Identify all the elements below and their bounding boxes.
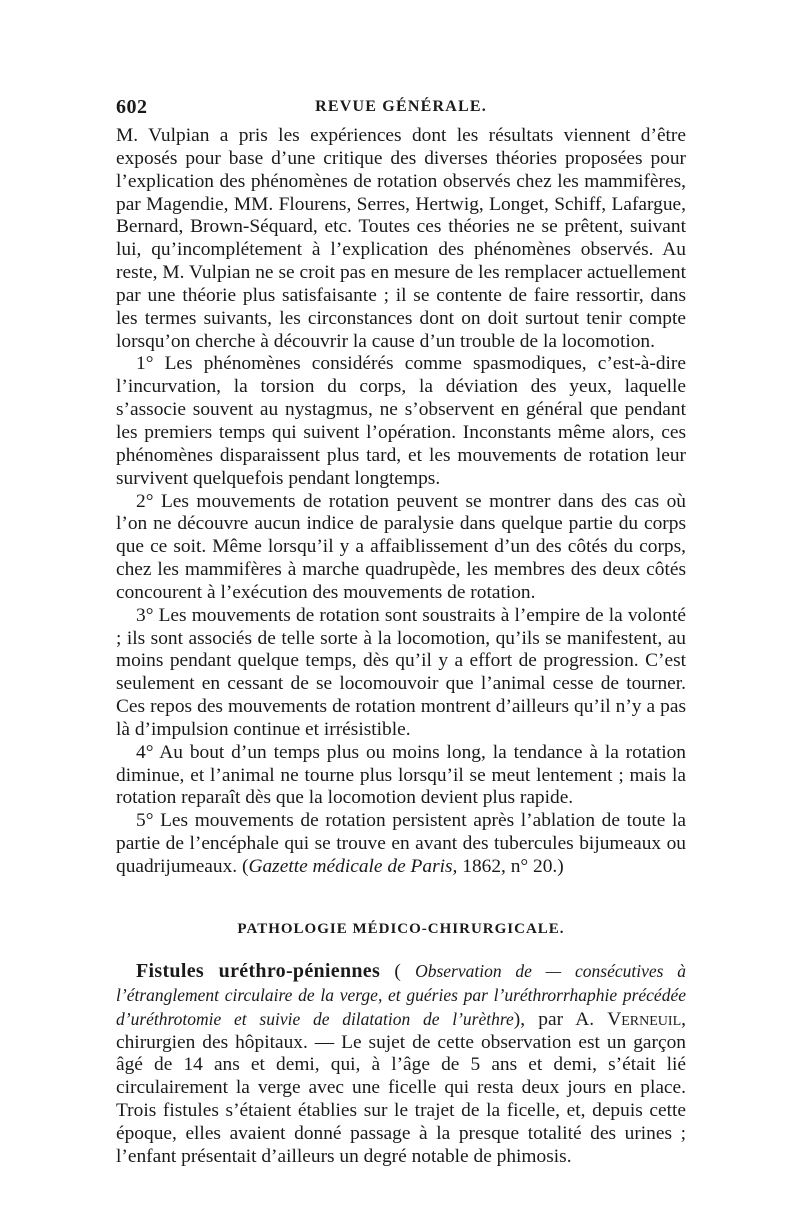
paragraph-intro: M. Vulpian a pris les expériences dont les résultats viennent d’être exposés pour base d’une critique des diverses théories proposées pour l’explication des phénomènes de rotation observés chez les mammifères, par Magendie, MM. Flourens, Serres, Hertwig, Longet, Schiff, Lafargue, Bernard, Brown-Séquard, etc. Toutes ces théories ne se prêtent, suivant lui, qu’incomplétement à l’explication des phénomènes observés. Au reste, M. Vulpian ne se croit pas en mesure de les remplacer actuellement par une théorie plus satisfaisante ; il se contente de faire ressortir, dans les termes suivants, les circonstances dont on doit surtout tenir compte lorsqu’on cherche à découvrir la cause d’un trouble de la locomotion. — [116, 125, 686, 352]
body-text — [116, 125, 686, 879]
paragraph-point-3: 3° Les mouvements de rotation sont soustraits à l’empire de la volonté ; ils sont associés de telle sorte à la locomotion, qu’ils se manifestent, au moins pendant quelque temps, dès qu’il y a effort de progression. C’est seulement en cessant de se locomouvoir que l’animal cesse de tourner. Ces repos des mouvements de rotation montrent d’ailleurs qu’il n’y a pas là d’impulsion continue et irrésistible. — [116, 604, 686, 740]
open-paren: ( — [380, 961, 416, 982]
article-title: Fistules uréthro-péniennes — [136, 960, 381, 982]
page-number: 602 — [116, 96, 148, 118]
article-body — [116, 960, 686, 1169]
citation-journal: Gazette médicale de Paris, — [248, 856, 458, 877]
article-author: Verneuil — [607, 1008, 682, 1030]
article-text: , chirurgien des hôpitaux. — Le sujet de cette observation est un garçon âgé de 14 ans et demi, qui, à l’âge de 5 ans et demi, s’était lié circulairement la verge avec une ficelle qui resta deux jours en place. Trois fistules s’étaient établies sur le trajet de la ficelle, et, depuis cette époque, elles avaient donné passage à la presque totalité des urines ; l’enfant présentait d’ailleurs un degré notable de phimosis. — [116, 1008, 686, 1167]
author-prefix: ), par A. — [513, 1008, 608, 1030]
paragraph-point-4: 4° Au bout d’un temps plus ou moins long, la tendance à la rotation diminue, et l’animal ne tourne plus lorsqu’il se meut lentement ; mais la rotation reparaît dès que la locomotion devient plus rapide. — [116, 741, 686, 809]
page-header — [116, 96, 686, 118]
article-paragraph — [116, 960, 686, 1169]
section-heading: PATHOLOGIE MÉDICO-CHIRURGICALE. — [237, 921, 565, 937]
paragraph-point-1: 1° Les phénomènes considérés comme spasmodiques, c’est-à-dire l’incurvation, la torsion du corps, la déviation des yeux, laquelle s’associe souvent au nystagmus, ne s’observent en général que pendant les premiers temps qui suivent l’opération. Inconstants même alors, ces phénomènes disparaissent plus tard, et les mouvements de rotation leur survivent quelquefois pendant longtemps. — [116, 353, 686, 489]
paragraph-point-5 — [116, 810, 686, 879]
article-subtitle: Observation de — consécutives à l’étranglement circulaire de la verge, et guéries par l’uréthrorrhaphie précédée d’uréthrotomie et suivie de dilatation de l’urèthre — [116, 961, 686, 1029]
citation-details: 1862, n° 20.) — [457, 856, 564, 877]
running-head: REVUE GÉNÉRALE. — [315, 98, 487, 115]
paragraph-point-2: 2° Les mouvements de rotation peuvent se montrer dans des cas où l’on ne découvre aucun indice de paralysie dans quelque partie du corps que ce soit. Même lorsqu’il y a affaiblissement d’un des côtés du corps, chez les mammifères à marche quadrupède, les membres des deux côtés concourent à l’exécution des mouvements de rotation. — [116, 490, 686, 603]
point-5-text: 5° Les mouvements de rotation persistent après l’ablation de toute la partie de l’encéphale qui se trouve en avant des tubercules bijumeaux ou quadrijumeaux. ( — [116, 810, 686, 877]
